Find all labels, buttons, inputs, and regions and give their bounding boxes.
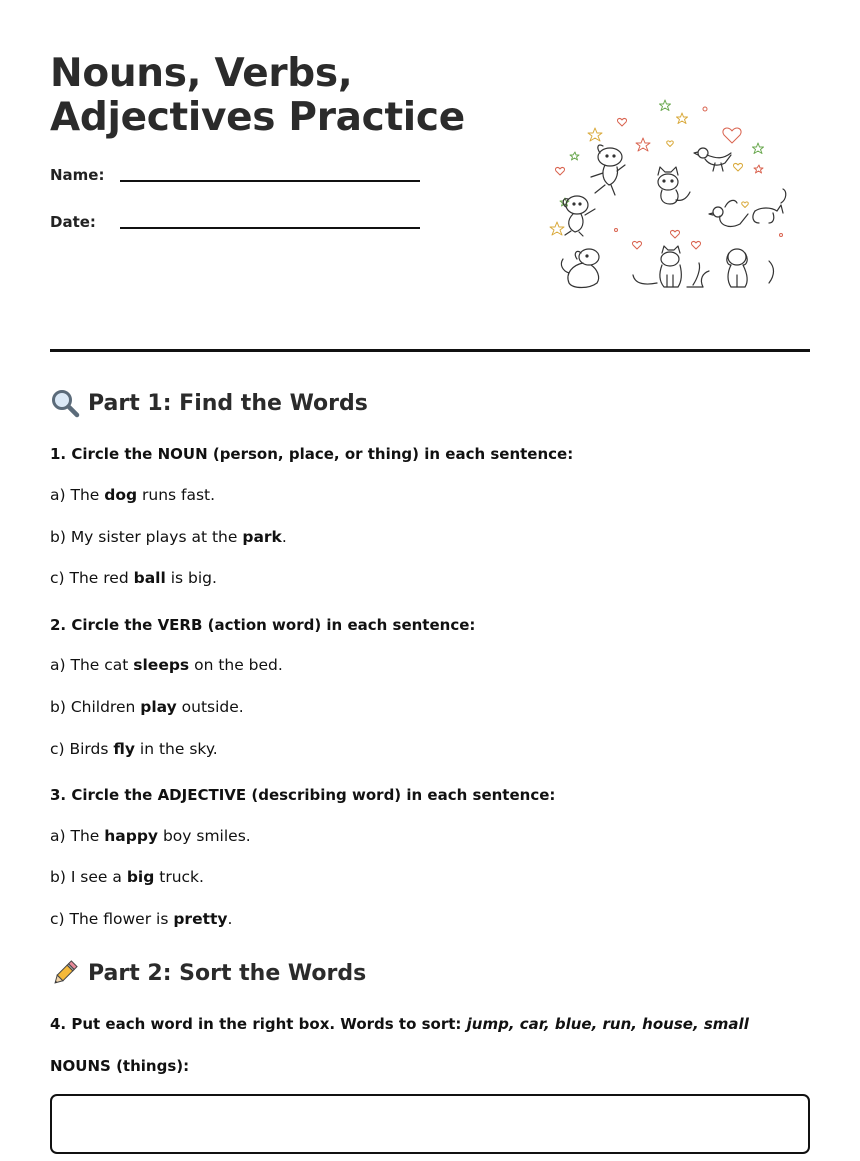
q3-item-a[interactable]: a) The happy boy smiles. xyxy=(50,827,251,845)
dog-drawing-3 xyxy=(727,249,774,287)
pencil-icon xyxy=(50,958,80,988)
cat-drawing-4 xyxy=(687,263,709,287)
part1-heading xyxy=(50,388,368,418)
date-line[interactable] xyxy=(120,227,420,229)
q3-item-c[interactable]: c) The flower is pretty. xyxy=(50,910,233,928)
pets-illustration xyxy=(545,95,790,300)
worksheet-title xyxy=(50,52,465,140)
nouns-answer-box[interactable] xyxy=(50,1094,810,1154)
cat-drawing-3 xyxy=(633,246,681,287)
name-field xyxy=(50,166,104,184)
date-field xyxy=(50,213,96,231)
question-1-prompt: 1. Circle the NOUN (person, place, or thing) in each sentence: xyxy=(50,445,574,463)
magnifier-icon xyxy=(50,388,80,418)
q3-item-b[interactable]: b) I see a big truck. xyxy=(50,868,204,886)
question-2-prompt: 2. Circle the VERB (action word) in each sentence: xyxy=(50,616,476,634)
q2-item-c[interactable]: c) Birds fly in the sky. xyxy=(50,740,218,758)
bird-drawing xyxy=(694,148,731,171)
date-label: Date: xyxy=(50,213,96,231)
dog-drawing-2 xyxy=(561,249,599,288)
question-3-prompt: 3. Circle the ADJECTIVE (describing word) in each sentence: xyxy=(50,786,556,804)
cat-drawing xyxy=(658,167,690,204)
cat-drawing-2 xyxy=(753,189,786,223)
heart-decorations xyxy=(555,107,782,249)
star-decorations xyxy=(550,100,764,235)
header-divider xyxy=(50,349,810,352)
name-label: Name: xyxy=(50,166,105,184)
q1-item-a[interactable]: a) The dog runs fast. xyxy=(50,486,216,504)
words-to-sort: jump, car, blue, run, house, small xyxy=(466,1015,749,1033)
name-line[interactable] xyxy=(120,180,420,182)
nouns-box-label: NOUNS (things): xyxy=(50,1057,190,1075)
q2-item-b[interactable]: b) Children play outside. xyxy=(50,698,244,716)
question-4-prompt: 4. Put each word in the right box. Words to sort: jump, car, blue, run, house, small xyxy=(50,1015,749,1033)
title-line-1: Nouns, Verbs, xyxy=(50,51,353,96)
q1-item-b[interactable]: b) My sister plays at the park. xyxy=(50,528,287,546)
q1-item-c[interactable]: c) The red ball is big. xyxy=(50,569,217,587)
part2-heading xyxy=(50,958,366,988)
dog-drawing xyxy=(591,145,625,195)
part1-heading-text: Part 1: Find the Words xyxy=(88,390,368,416)
title-line-2: Adjectives Practice xyxy=(50,95,465,140)
part2-heading-text: Part 2: Sort the Words xyxy=(88,960,367,986)
q2-item-a[interactable]: a) The cat sleeps on the bed. xyxy=(50,656,283,674)
